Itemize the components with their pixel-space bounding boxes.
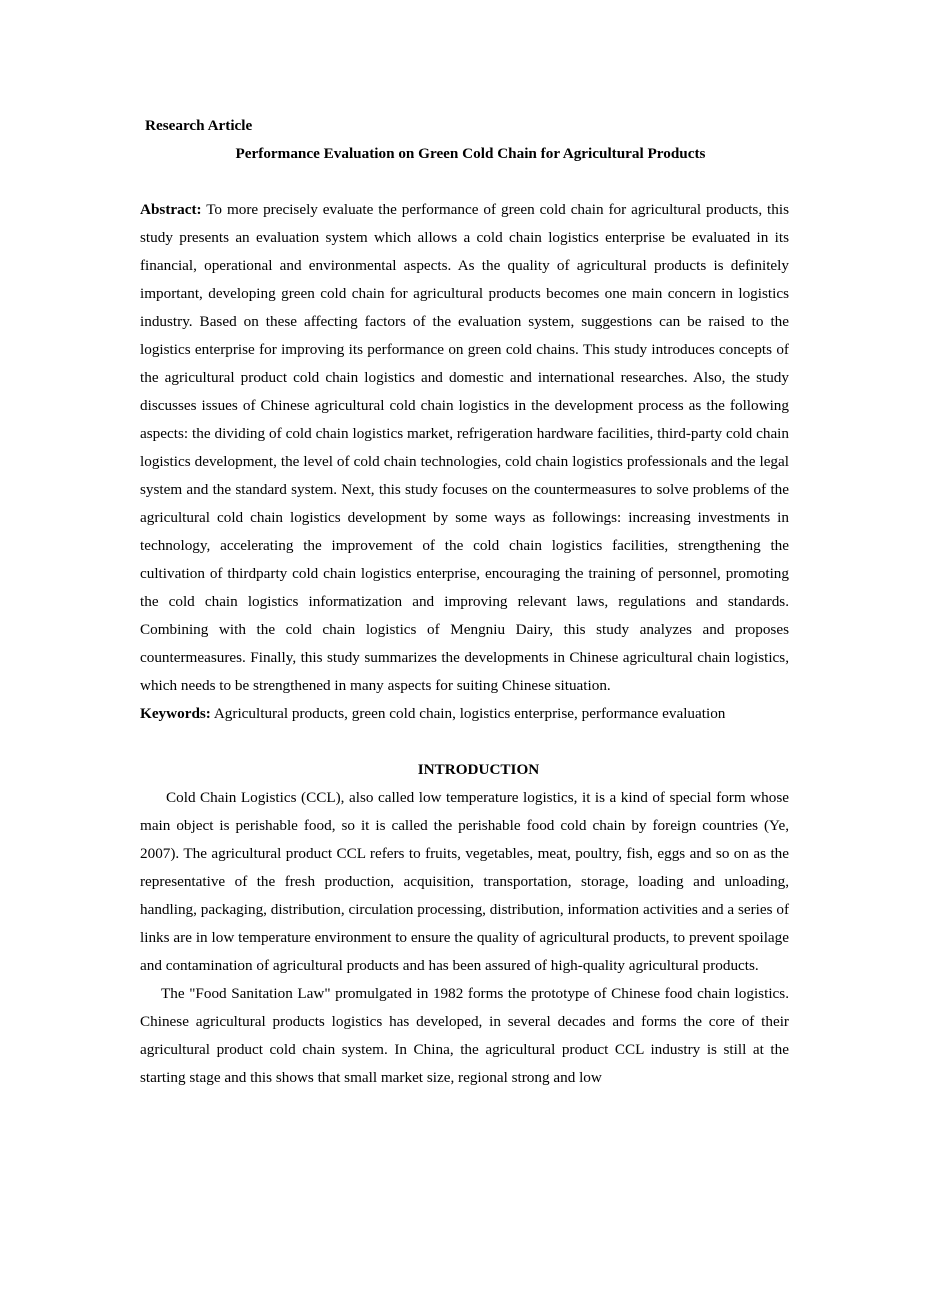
abstract-block [140,196,789,700]
introduction-paragraph-1: Cold Chain Logistics (CCL), also called low temperature logistics, it is a kind of special form whose main object is perishable food, so it is called the perishable food cold chain by foreign countries (Ye, 2007). The agricultural product CCL refers to fruits, vegetables, meat, poultry, fish, eggs and so on as the representative of the fresh production, acquisition, transportation, storage, loading and unloading, handling, packaging, distribution, circulation processing, distribution, information activities and a series of links are in low temperature environment to ensure the quality of agricultural products, to prevent spoilage and contamination of agricultural products and has been assured of high-quality agricultural products. [140,789,789,974]
paper-page [140,112,789,1092]
abstract-text: To more precisely evaluate the performance of green cold chain for agricultural products, this study presents an evaluation system which allows a cold chain logistics enterprise be evaluated in its financial, operational and environmental aspects. As the quality of agricultural products is definitely important, developing green cold chain for agricultural products becomes one main concern in logistics industry. Based on these affecting factors of the evaluation system, suggestions can be raised to the logistics enterprise for improving its performance on green cold chains. This study introduces concepts of the agricultural product cold chain logistics and domestic and international researches. Also, the study discusses issues of Chinese agricultural cold chain logistics in the development process as the following aspects: the dividing of cold chain logistics market, refrigeration hardware facilities, third-party cold chain logistics development, the level of cold chain technologies, cold chain logistics professionals and the legal system and the standard system. Next, this study focuses on the countermeasures to solve problems of the agricultural cold chain logistics development by some ways as followings: increasing investments in technology, accelerating the improvement of the cold chain logistics facilities, strengthening the cultivation of thirdparty cold chain logistics enterprise, encouraging the training of personnel, promoting the cold chain logistics informatization and improving relevant laws, regulations and standards. Combining with the cold chain logistics of Mengniu Dairy, this study analyzes and proposes countermeasures. Finally, this study summarizes the developments in Chinese agricultural chain logistics, which needs to be strengthened in many aspects for suiting Chinese situation. [140,201,789,694]
spacer [140,168,789,196]
article-type-label: Research Article [145,117,253,134]
keywords-text: Agricultural products, green cold chain, logistics enterprise, performance evaluation [213,705,726,722]
keywords-block [140,700,789,728]
paper-title: Performance Evaluation on Green Cold Chain for Agricultural Products [235,145,706,162]
spacer [140,728,789,756]
introduction-heading: INTRODUCTION [417,761,540,778]
introduction-paragraph-2: The "Food Sanitation Law" promulgated in 1982 forms the prototype of Chinese food chain logistics. Chinese agricultural products logistics has developed, in several decades and forms the core of their agricultural product cold chain system. In China, the agricultural product CCL industry is still at the starting stage and this shows that small market size, regional strong and low [140,985,789,1086]
abstract-label: Abstract: [140,201,202,218]
keywords-label: Keywords: [140,705,211,722]
